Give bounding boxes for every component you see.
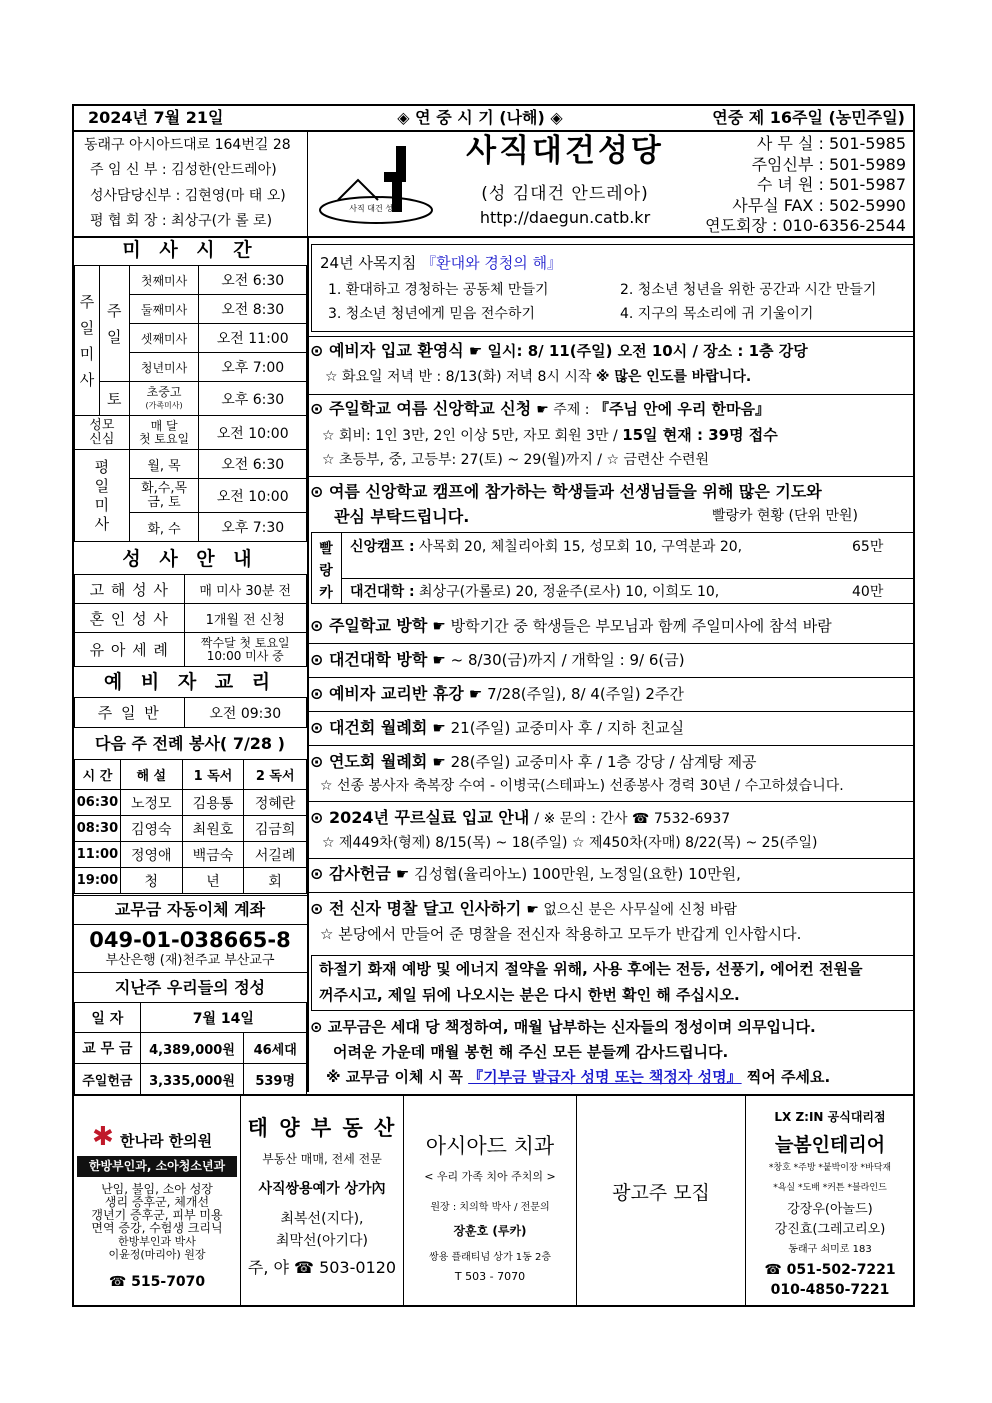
- motto: 『환대와 경청의 해』: [421, 254, 563, 272]
- parish-url[interactable]: http://daegun.catb.kr: [479, 208, 651, 227]
- mass-time: 오전 6:30: [199, 266, 307, 295]
- servers-header: 해 설: [120, 760, 182, 790]
- ad-line: 이윤정(마리아) 원장: [108, 1248, 206, 1261]
- notice-title: ⊙ 예비자 입교 환영식: [310, 341, 464, 360]
- divider: [308, 394, 914, 395]
- offering-date: 7월 14일: [140, 1003, 306, 1033]
- notice-title: ⊙ 대건회 월례회: [310, 718, 428, 737]
- divider: [308, 801, 914, 802]
- contact-pastor: 주임신부 : 501-5989: [751, 154, 906, 174]
- parish-logo: [318, 142, 438, 226]
- servers-header: 1 독서: [182, 760, 244, 790]
- contact-yeondo: 연도회장 : 010-6356-2544: [705, 216, 906, 235]
- mass-table: [74, 265, 307, 542]
- palanca-label-char: 카: [319, 585, 333, 601]
- transfer-account: 049-01-038665-8: [89, 928, 291, 952]
- bulletin-date: 2024년 7월 21일: [88, 108, 224, 127]
- contact-convent: 수 녀 원 : 501-5987: [756, 175, 906, 194]
- ad-line: 장훈호 (루카): [453, 1224, 527, 1238]
- pastor-name: 주 임 신 부 : 김성한(안드레아): [90, 162, 277, 178]
- mass-name-1: 화,수,목: [141, 480, 188, 496]
- server-cell: 서길례: [244, 842, 307, 868]
- catechumen-time: 오전 09:30: [184, 698, 306, 728]
- notice-text: ☛ 방학기간 중 학생들은 부모님과 함께 주일미사에 참석 바람: [432, 617, 832, 635]
- notice-yeondo-meeting: [310, 754, 757, 770]
- ad-phone: 주, 야 ☎ 503-0120: [247, 1258, 397, 1277]
- mass-name: 월, 목: [129, 450, 199, 479]
- mass-name: [129, 479, 199, 513]
- notice-thanks-offering: [310, 866, 741, 882]
- sacrament-value: 매 미사 30분 전: [184, 575, 307, 604]
- palanca-total: 40만: [852, 584, 884, 600]
- mass-name: 화, 수: [129, 513, 199, 542]
- palanca-text: 사목회 20, 체칠리아회 15, 성모회 10, 구역분과 20,: [419, 539, 743, 555]
- ad-line: 최복선(지다),: [280, 1211, 364, 1227]
- divider: [308, 476, 914, 477]
- ad-title: 한나라 한의원: [120, 1132, 213, 1150]
- table-row: [75, 790, 307, 816]
- palanca-label-char: 빨: [319, 541, 333, 557]
- holy-time: 오전 10:00: [199, 416, 307, 450]
- notice-title: ⊙ 감사헌금: [310, 864, 391, 883]
- ad-line: 한방부인과 박사: [118, 1235, 196, 1248]
- motto-line: [320, 256, 562, 271]
- parish-patron: (성 김대건 안드레아): [481, 184, 649, 204]
- ad-title: 늘봄인테리어: [774, 1134, 886, 1156]
- mass-name: 청년미사: [129, 353, 199, 382]
- server-time: 08:30: [75, 816, 121, 842]
- server-cell: 년: [182, 868, 244, 894]
- ad-line: *창호 *주방 *붙박이장 *바닥재: [768, 1163, 892, 1173]
- mass-name-2: 금, 토: [147, 494, 181, 510]
- server-cell: 노정모: [120, 790, 182, 816]
- mass-name: 첫째미사: [129, 266, 199, 295]
- notice-dues-line3: [326, 1070, 830, 1085]
- offering-date-label: 일 자: [75, 1003, 141, 1033]
- goal-2: 2. 청소년 청년을 위한 공간과 시간 만들기: [620, 282, 877, 298]
- servers-title: 다음 주 전례 봉사( 7/28 ): [95, 734, 285, 753]
- notice-dues-c: 찍어 주세요.: [746, 1068, 831, 1086]
- palanca-camp: [350, 540, 742, 554]
- catechumen-title: 예 비 자 교 리: [103, 671, 277, 693]
- notice-dues-line2: 어려운 가운데 매월 봉헌 해 주신 모든 분들께 감사드립니다.: [333, 1043, 729, 1061]
- ad-line: 강장우(아놀드): [787, 1202, 873, 1217]
- notice-title: ⊙ 전 신자 명찰 달고 인사하기: [310, 899, 522, 918]
- divider: [73, 1094, 914, 1096]
- notice-title: ⊙ 예비자 교리반 휴강: [310, 684, 464, 703]
- ad-line: 난임, 불임, 소아 성장: [101, 1182, 213, 1196]
- divider: [308, 745, 914, 746]
- divider: [308, 858, 914, 859]
- divider: [307, 131, 308, 237]
- divider: [73, 895, 307, 896]
- ad-line: 면역 증강, 수험생 크리닉: [91, 1221, 223, 1235]
- servers-header: 시 간: [75, 760, 121, 790]
- notice-dues-b: 『기부금 발급자 성명 또는 책정자 성명』: [468, 1068, 742, 1086]
- mass-time: 오후 7:00: [199, 353, 307, 382]
- energy-line1: 하절기 화재 예방 및 에너지 절약을 위해, 사용 후에는 전등, 선풍기, 에어컨 전원을: [319, 960, 863, 978]
- ad-taeyang: [241, 1098, 403, 1305]
- ad-line: 동래구 쇠미로 183: [788, 1244, 872, 1255]
- notice-title: ⊙ 주일학교 여름 신앙학교 신청: [310, 399, 532, 418]
- notice-name-tag: [310, 901, 737, 917]
- notice-text: ☛ 21(주일) 교중미사 후 / 지하 친교실: [432, 719, 685, 737]
- mass-name: [129, 382, 199, 416]
- notice-title: ⊙ 주일학교 방학: [310, 616, 428, 635]
- palanca-total: 65만: [852, 539, 884, 555]
- server-time: 06:30: [75, 790, 121, 816]
- notice-daegun-meeting: [310, 720, 684, 736]
- notice-text: ☛ 주제 :: [536, 402, 594, 418]
- column-divider: [307, 237, 309, 1092]
- server-cell: 백금숙: [182, 842, 244, 868]
- sacrament-value: [184, 633, 307, 667]
- server-cell: 김금희: [244, 816, 307, 842]
- notice-text: ☛ ~ 8/30(금)까지 / 개학일 : 9/ 6(금): [432, 651, 685, 669]
- sacrament-value-2: 10:00 미사 중: [206, 648, 284, 663]
- offering-name: 교 무 금: [75, 1033, 141, 1064]
- ad-line: 갱년기 증후군, 피부 미용: [91, 1208, 223, 1222]
- notice-text: ☛ 없으신 분은 사무실에 신청 바람: [526, 902, 737, 918]
- notice-dues-line1: ⊙ 교무금은 세대 당 책정하여, 매월 납부하는 신자들의 정성이며 의무입니다.: [310, 1018, 816, 1036]
- server-time: 19:00: [75, 868, 121, 894]
- notice-title: ⊙ 연도회 월례회: [310, 752, 428, 771]
- notice-theme: 『주님 안에 우리 한마음』: [593, 400, 771, 418]
- liturgical-season: ◈ 연 중 시 기 (나해) ◈: [397, 108, 563, 127]
- council-president: 평 협 회 장 : 최상구(가 롤 로): [90, 213, 273, 229]
- ad-title: 광고주 모집: [612, 1182, 710, 1204]
- mass-time: 오후 7:30: [199, 513, 307, 542]
- notice-text: / ※ 문의 : 간사 ☎ 7532-6937: [534, 811, 731, 827]
- notice-sub-2: ☆ 초등부, 중, 고등부: 27(토) ~ 29(월)까지 / ☆ 금련산 수련원: [322, 452, 710, 468]
- sacrament-table: [74, 574, 307, 667]
- contact-list: [680, 134, 906, 237]
- saturday-label: 토: [99, 382, 129, 416]
- table-row: [75, 1033, 307, 1064]
- notice-prayer-line1: ⊙ 여름 신앙학교 캠프에 참가하는 학생들과 선생님들을 위해 많은 기도와: [310, 482, 822, 501]
- divider: [308, 677, 914, 678]
- ad-phone: ☎ 051-502-7221: [764, 1262, 896, 1278]
- notice-sub-1: ☆ 화요일 저녁 반 : 8/13(화) 저녁 8시 시작: [325, 369, 592, 385]
- palanca-head: 대건대학 :: [350, 584, 415, 600]
- servers-header: 2 독서: [244, 760, 307, 790]
- sacrament-name: 유 아 세 례: [75, 633, 185, 667]
- notice-text: ☛ 7/28(주일), 8/ 4(주일) 2주간: [468, 685, 684, 703]
- notice-sub-1: ☆ 회비: 1인 3만, 2인 이상 5만, 자모 회원 3만 /: [322, 428, 618, 444]
- ad-title: 아시아드 치과: [425, 1134, 555, 1158]
- notice-sub: ☆ 제449차(형제) 8/15(목) ~ 18(주일) ☆ 제450차(자매) 8/22(목) ~ 25(주일): [322, 835, 818, 851]
- server-cell: 김영숙: [120, 816, 182, 842]
- ad-line: 원장 : 치의학 박사 / 전문의: [430, 1202, 550, 1213]
- ad-line: 사직쌍용예가 상가內: [258, 1181, 386, 1197]
- divider: [308, 711, 914, 712]
- sacrament-value: 1개월 전 신청: [184, 604, 307, 633]
- ad-line: 부동산 매매, 전세 전문: [262, 1152, 382, 1166]
- mass-time: 오전 10:00: [199, 479, 307, 513]
- ad-recruit: [577, 1098, 745, 1305]
- ad-phone: ☎ 515-7070: [108, 1274, 206, 1290]
- holy-name-2: 첫 토요일: [138, 431, 190, 446]
- sacrament-title: 성 사 안 내: [122, 548, 258, 570]
- energy-line2: 꺼주시고, 제일 뒤에 나오시는 분은 다시 한번 확인 해 주십시오.: [319, 986, 740, 1004]
- goal-3: 3. 청소년 청년에게 믿음 전수하기: [328, 306, 535, 322]
- mass-name: 셋째미사: [129, 324, 199, 353]
- divider: [308, 892, 914, 893]
- palanca-status: 빨랑카 현황 (단위 만원): [712, 508, 858, 524]
- assistant-priest: 성사담당신부 : 김현영(마 태 오): [90, 188, 286, 204]
- server-cell: 회: [244, 868, 307, 894]
- offering-count: 46세대: [244, 1033, 307, 1064]
- ad-title: 태 양 부 동 산: [247, 1116, 397, 1140]
- mass-time: 오후 6:30: [199, 382, 307, 416]
- catechumen-name: 주 일 반: [75, 698, 185, 728]
- table-row: [75, 868, 307, 894]
- notice-summer-school: [310, 401, 770, 417]
- notice-sub: [325, 370, 751, 384]
- palanca-college: [350, 585, 719, 599]
- mass-name-sub: (가족미사): [145, 400, 183, 410]
- goal-4: 4. 지구의 목소리에 귀 기울이기: [620, 306, 814, 322]
- table-row: [75, 816, 307, 842]
- palanca-label: [312, 538, 340, 604]
- divider: [341, 578, 914, 579]
- ad-line: 강진효(그레고리오): [774, 1222, 886, 1237]
- palanca-head: 신앙캠프 :: [350, 539, 415, 555]
- server-cell: 김용통: [182, 790, 244, 816]
- notice-text: ☛ 김성협(율리아노) 100만원, 노정일(요한) 10만원,: [395, 865, 741, 883]
- sacrament-name: 고 해 성 사: [75, 575, 185, 604]
- table-row: [75, 842, 307, 868]
- offering-count: 539명: [244, 1064, 307, 1095]
- divider: [308, 643, 914, 644]
- notice-sub: ☆ 선종 봉사자 축복장 수여 - 이병국(스테파노) 선종봉사 경력 30년 / 수고하셨습니다.: [320, 778, 844, 794]
- offering-name: 주일헌금: [75, 1064, 141, 1095]
- server-cell: 청: [120, 868, 182, 894]
- mass-time: 오전 8:30: [199, 295, 307, 324]
- ad-neulbom: [746, 1098, 914, 1305]
- transfer-title: 교무금 자동이체 계좌: [114, 900, 266, 919]
- sunday-label: 주 일: [99, 266, 129, 382]
- servers-table: [74, 759, 307, 894]
- divider: [73, 972, 307, 973]
- notice-prayer-line2: 관심 부탁드립니다.: [334, 507, 470, 526]
- notice-title: ⊙ 2024년 꾸르실료 입교 안내: [310, 808, 530, 827]
- notice-catechumen-welcome: [310, 343, 808, 359]
- notice-text: ☛ 28(주일) 교중미사 후 / 1층 강당 / 삼계탕 제공: [432, 753, 757, 771]
- ad-line: LX Z:IN 공식대리점: [774, 1110, 886, 1124]
- offering-amount: 4,389,000원: [140, 1033, 244, 1064]
- divider: [73, 130, 914, 132]
- divider: [73, 924, 307, 925]
- notice-sub: [322, 428, 778, 443]
- ad-band: 한방부인과, 소아청소년과: [77, 1156, 237, 1177]
- notice-sunday-school-break: [310, 618, 832, 634]
- server-cell: 정혜란: [244, 790, 307, 816]
- ad-phone: T 503 - 7070: [454, 1270, 526, 1283]
- divider: [341, 532, 342, 604]
- notice-title: ⊙ 대건대학 방학: [310, 650, 428, 669]
- weekday-label: 평 일 미 사: [75, 450, 130, 542]
- holy-name-1: 매 달: [150, 418, 178, 433]
- server-cell: 정영애: [120, 842, 182, 868]
- mass-time: 오전 6:30: [199, 450, 307, 479]
- sacrament-value-1: 짝수달 첫 토요일: [200, 635, 290, 650]
- sacrament-name: 혼 인 성 사: [75, 604, 185, 633]
- notice-sub-bold: 15일 현재 : 39명 접수: [622, 426, 778, 444]
- ad-hanara: [74, 1098, 240, 1305]
- sunday-mass-label: 주 일 미 사: [75, 266, 100, 416]
- contact-fax: 사무실 FAX : 502-5990: [732, 195, 906, 215]
- mass-title: 미 사 시 간: [122, 239, 258, 261]
- logo-text: 사직 대건 성당: [349, 204, 401, 213]
- holy-name: [129, 416, 199, 450]
- notice-dues-a: ※ 교무금 이체 시 꼭: [326, 1068, 463, 1086]
- notice-sub-2: ※ 많은 인도를 바랍니다.: [595, 369, 752, 385]
- transfer-bank: 부산은행 (재)천주교 부산교구: [105, 953, 275, 968]
- ad-line: < 우리 가족 치아 주치의 >: [424, 1170, 556, 1183]
- holy-label: 성모 신심: [75, 416, 130, 450]
- goal-1: 1. 환대하고 경청하는 공동체 만들기: [328, 282, 549, 298]
- parish-address: 동래구 아시아드대로 164번길 28: [84, 137, 291, 153]
- divider: [308, 336, 914, 337]
- notice-text: ☛ 일시: 8/ 11(주일) 오전 10시 / 장소 : 1층 강당: [468, 342, 808, 360]
- notice-cursillo: [310, 810, 730, 826]
- catechumen-table: [74, 697, 307, 728]
- offering-table: [74, 1002, 307, 1095]
- ad-line: *욕실 *도배 *커튼 *블라인드: [773, 1183, 887, 1193]
- ad-line: 쌍용 플래티넘 상가 1동 2층: [428, 1252, 552, 1263]
- table-row: [75, 1064, 307, 1095]
- mass-name: 둘째미사: [129, 295, 199, 324]
- mass-time: 오전 11:00: [199, 324, 307, 353]
- ad-phone: 010-4850-7221: [770, 1282, 890, 1298]
- mass-name-main: 초중고: [146, 384, 182, 399]
- palanca-text: 최상구(가롤로) 20, 정윤주(로사) 10, 이희도 10,: [419, 584, 720, 600]
- ad-line: 생리 증후군, 체개선: [104, 1195, 210, 1209]
- flower-icon: ✱: [92, 1122, 114, 1152]
- offering-title: 지난주 우리들의 정성: [114, 978, 266, 997]
- contact-office: 사 무 실 : 501-5985: [756, 134, 906, 153]
- notice-college-break: [310, 652, 685, 668]
- ad-asiad-dental: [404, 1098, 576, 1305]
- divider: [73, 236, 914, 238]
- liturgical-week: 연중 제 16주일 (농민주일): [712, 108, 905, 127]
- notice-catechism-break: [310, 686, 684, 702]
- ad-line: 최막선(아기다): [275, 1233, 369, 1249]
- offering-amount: 3,335,000원: [140, 1064, 244, 1095]
- server-cell: 최원호: [182, 816, 244, 842]
- notice-sub: ☆ 본당에서 만들어 준 명찰을 전신자 착용하고 모두가 반갑게 인사합시다.: [320, 925, 802, 943]
- parish-name: 사직대건성당: [466, 133, 664, 169]
- palanca-label-char: 랑: [319, 563, 333, 579]
- server-time: 11:00: [75, 842, 121, 868]
- motto-prefix: 24년 사목지침: [320, 254, 417, 272]
- ad-lines: [74, 1183, 240, 1261]
